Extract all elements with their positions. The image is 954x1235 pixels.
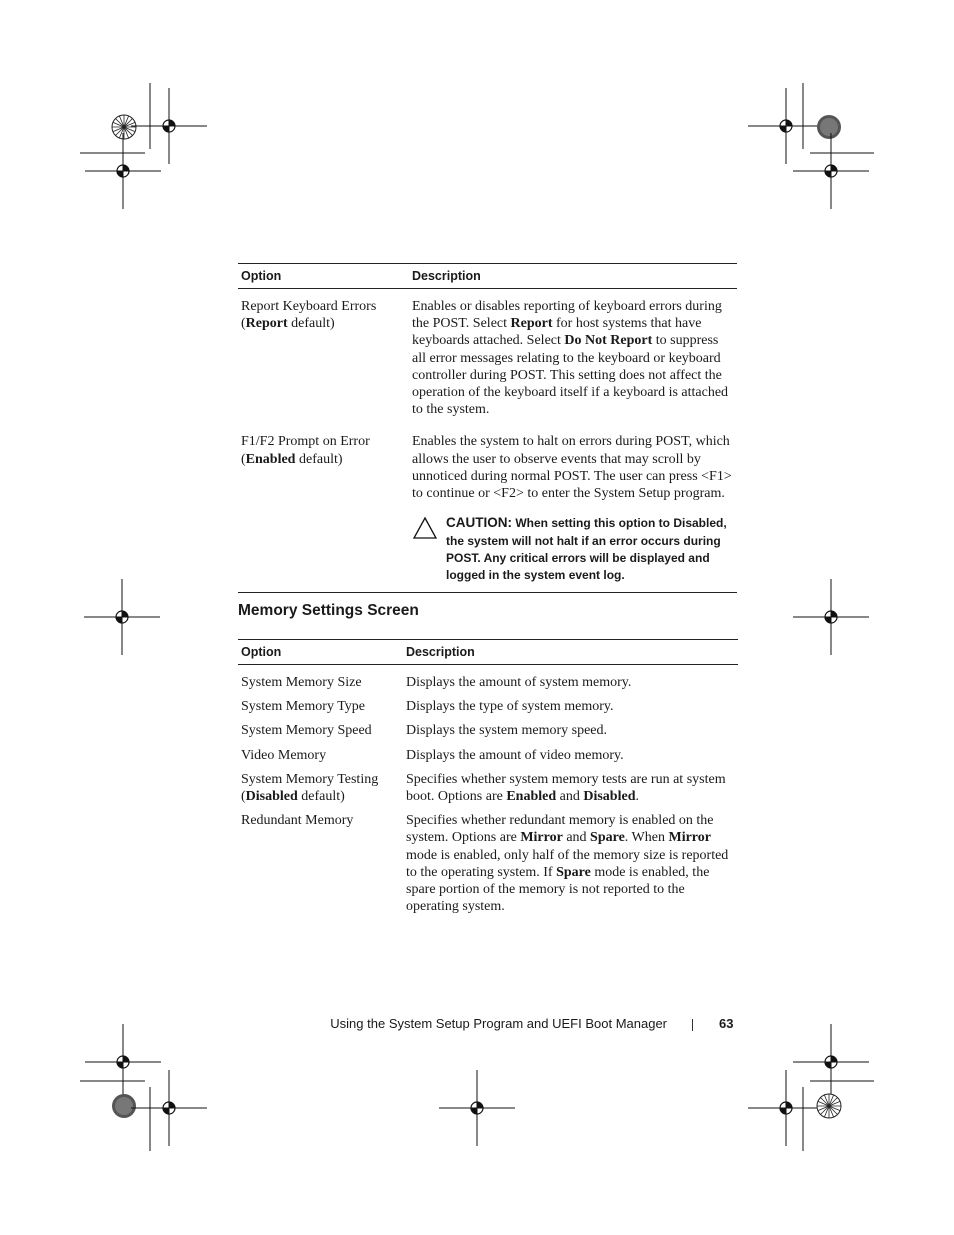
bold-text: Mirror <box>520 830 563 846</box>
text-run: . When <box>624 830 669 846</box>
table-row <box>238 719 738 743</box>
text-run: Displays the amount of video memory. <box>406 747 624 763</box>
description-cell <box>403 768 738 809</box>
text-run: System Memory Speed <box>241 723 372 739</box>
description-cell <box>403 695 738 719</box>
text-run: default) <box>297 789 345 805</box>
keyboard-options-table <box>238 263 737 593</box>
text-run: to suppress all error messages relating to the keyboard or keyboard controller during POST. This setting does not affect the operation of the keyboard itself if a keyboard is attached to the system. <box>412 333 729 418</box>
column-header-description: Description <box>409 264 737 289</box>
text-run: Video Memory <box>241 747 327 763</box>
column-header-option: Option <box>238 264 409 289</box>
text-run: Redundant Memory <box>241 813 354 829</box>
description-cell <box>403 744 738 768</box>
text-run: Enables or disables reporting of keyboard errors during the POST. Select <box>412 299 722 332</box>
description-cell <box>403 665 738 696</box>
table-row <box>238 422 737 593</box>
table-row <box>238 768 738 809</box>
caution-text: When setting this option to Disabled, the system will not halt if an error occurs during POST. Any critical errors will be displayed and logged in the system event log. <box>446 516 727 583</box>
bold-text: Spare <box>590 830 625 846</box>
page-footer <box>0 1016 954 1036</box>
text-run: System Memory Size <box>241 675 362 690</box>
text-run: ( <box>241 789 246 805</box>
bold-text: Disabled <box>583 789 636 805</box>
description-cell <box>409 422 737 593</box>
table-row <box>238 665 738 696</box>
text-run: Specifies whether system memory tests are run at system boot. Options are <box>406 771 726 805</box>
description-cell <box>409 289 737 423</box>
column-header-option: Option <box>238 640 403 665</box>
text-run: Specifies whether redundant memory is enabled on the system. Options are <box>406 813 714 846</box>
bold-text: Enabled <box>506 789 557 805</box>
option-cell <box>238 719 403 743</box>
caution-notice <box>412 514 734 584</box>
registration-dot-icon-bottom <box>112 1094 136 1118</box>
memory-settings-table <box>238 639 738 919</box>
bold-text: Spare <box>556 864 591 880</box>
table-row <box>238 695 738 719</box>
text-run: mode is enabled, only half of the memory size is reported to the operating system. If <box>406 847 729 880</box>
option-cell <box>238 695 403 719</box>
bold-text: Disabled <box>245 789 298 805</box>
option-cell <box>238 289 409 423</box>
option-cell <box>238 768 403 809</box>
caution-icon <box>412 516 438 540</box>
bold-text: Enabled <box>245 451 296 467</box>
text-run: and <box>562 830 591 846</box>
text-run: default) <box>295 451 343 467</box>
description-cell <box>403 809 738 919</box>
table-row <box>238 744 738 768</box>
text-run: ( <box>241 451 246 467</box>
option-cell <box>238 665 403 696</box>
text-run: . <box>635 789 639 805</box>
bold-text: Mirror <box>668 830 711 846</box>
text-run: default) <box>287 316 335 332</box>
page-number: 63 <box>719 1016 734 1031</box>
text-run: Displays the amount of system memory. <box>406 675 632 690</box>
bold-text: Report <box>245 316 288 332</box>
text-run: and <box>556 789 584 805</box>
text-run: mode is enabled, the spare portion of the memory is not reported to the operating system. <box>406 864 710 915</box>
text-run: System Memory Type <box>241 699 365 715</box>
table-row <box>238 289 737 423</box>
caution-label: CAUTION: <box>446 515 512 531</box>
column-header-description: Description <box>403 640 738 665</box>
description-cell <box>403 719 738 743</box>
bold-text: Report <box>510 316 553 332</box>
footer-separator <box>692 1019 693 1031</box>
text-run: Displays the type of system memory. <box>406 699 614 715</box>
text-run: Report Keyboard Errors <box>241 299 377 314</box>
text-run: for host systems that have keyboards attached. Select <box>412 316 702 349</box>
footer-chapter-title: Using the System Setup Program and UEFI Boot Manager <box>330 1016 667 1031</box>
text-run: F1/F2 Prompt on Error <box>241 434 370 450</box>
text-run: System Memory Testing <box>241 771 379 787</box>
caution-text-block <box>438 514 734 584</box>
registration-star-icon <box>112 115 136 139</box>
section-title: Memory Settings Screen <box>238 602 419 619</box>
text-run: ( <box>241 316 246 332</box>
registration-dot-icon <box>817 115 841 139</box>
description-text <box>412 433 734 502</box>
table-row <box>238 809 738 919</box>
option-cell <box>238 809 403 919</box>
text-run: Enables the system to halt on errors during POST, which allows the user to observe events that may scroll by unnoticed during normal POST. The user can press <F1> to continue or <F2> to enter the System Setup program. <box>412 434 732 502</box>
option-cell <box>238 422 409 593</box>
registration-star-icon-bottom <box>817 1094 841 1118</box>
bold-text: Do Not Report <box>564 333 653 349</box>
text-run: Displays the system memory speed. <box>406 723 608 739</box>
option-cell <box>238 744 403 768</box>
